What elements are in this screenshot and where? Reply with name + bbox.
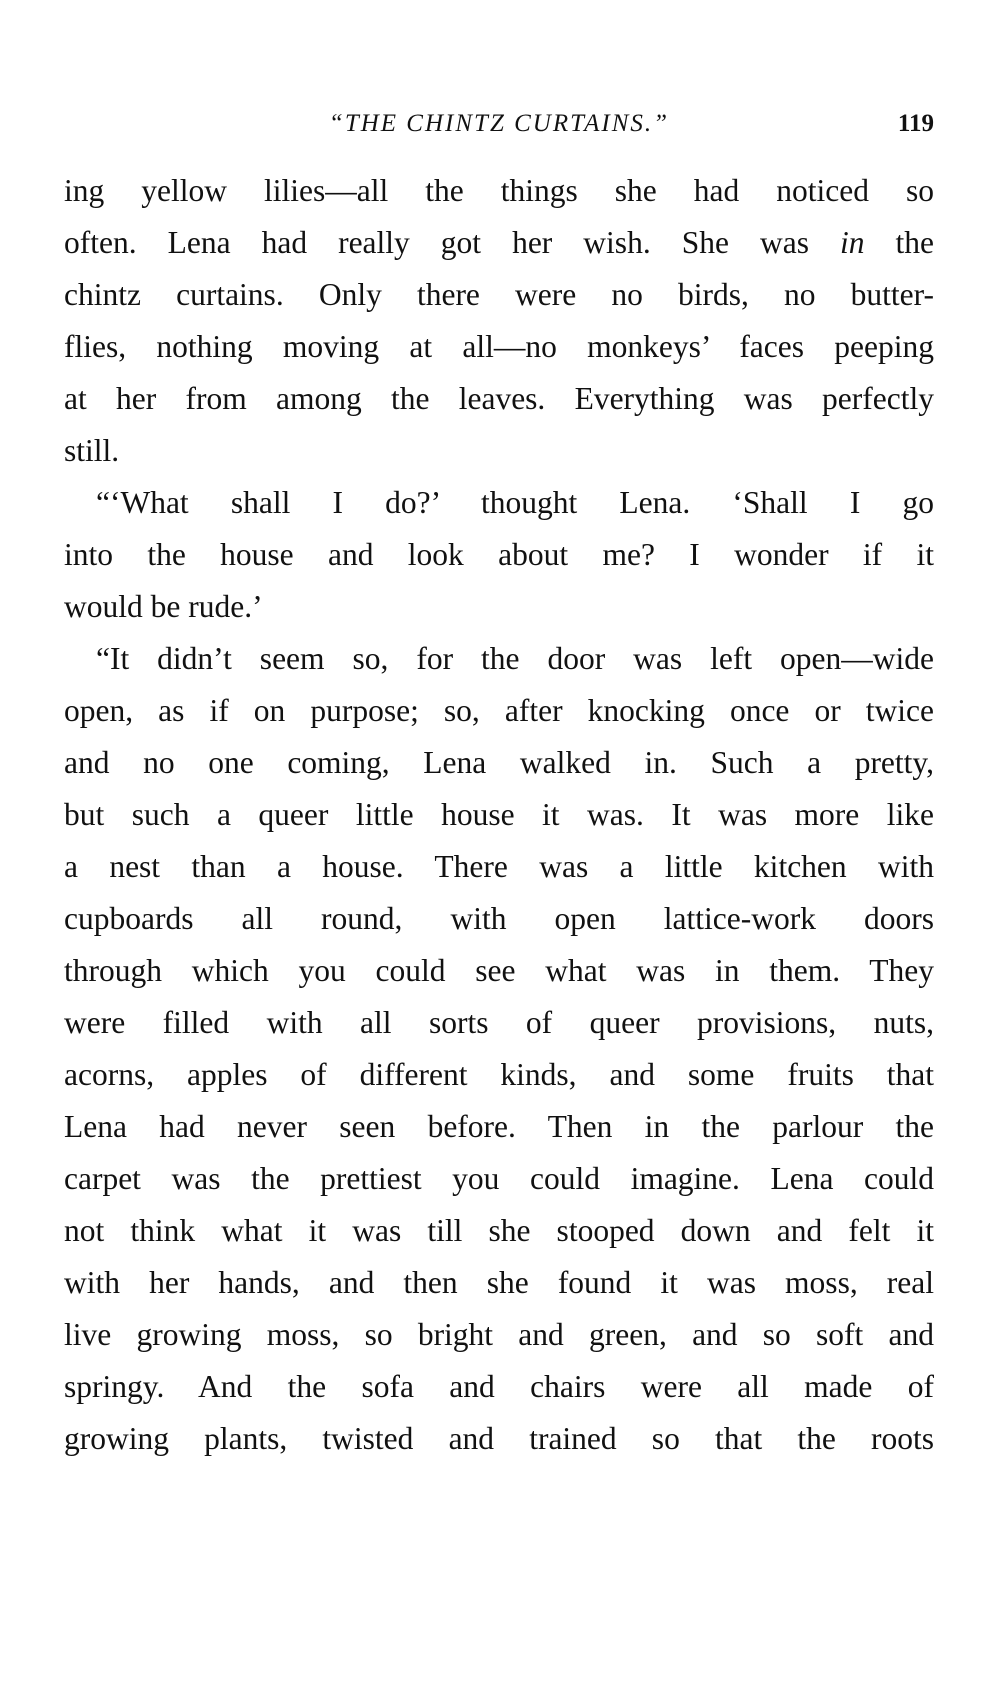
text-line: “‘What shall I do?’ thought Lena. ‘Shall I go (96, 485, 934, 520)
page-number: 119 (897, 110, 934, 137)
text-line: “It didn’t seem so, for the door was left open—wide (96, 641, 934, 676)
text-line: still. (64, 433, 120, 468)
emphasis-in: in (839, 225, 865, 260)
text-line (64, 217, 934, 269)
running-title: “THE CHINTZ CURTAINS.” (328, 110, 670, 137)
text-line: were filled with all sorts of queer provisions, nuts, (64, 1005, 934, 1040)
text-line: carpet was the prettiest you could imagine. Lena could (64, 1161, 934, 1196)
text-line: at her from among the leaves. Everything was perfectly (64, 381, 934, 416)
text-line: Lena had never seen before. Then in the parlour the (64, 1109, 934, 1144)
text-line-part: often. Lena had really got her wish. She was (64, 225, 840, 260)
text-line: growing plants, twisted and trained so that the roots (64, 1421, 934, 1456)
text-line: acorns, apples of different kinds, and some fruits that (64, 1057, 934, 1092)
text-line: but such a queer little house it was. It was more like (64, 797, 934, 832)
text-line: with her hands, and then she found it was moss, real (64, 1265, 934, 1300)
text-line: cupboards all round, with open lattice-work doors (64, 901, 934, 936)
text-line: chintz curtains. Only there were no birds, no butter- (64, 277, 934, 312)
text-line: would be rude.’ (64, 589, 263, 624)
body-text (64, 165, 934, 1465)
text-line: ing yellow lilies—all the things she had noticed so (64, 173, 934, 208)
text-line: and no one coming, Lena walked in. Such a pretty, (64, 745, 934, 780)
text-line-part: the (864, 225, 934, 260)
text-line: not think what it was till she stooped down and felt it (64, 1213, 934, 1248)
text-line: a nest than a house. There was a little kitchen with (64, 849, 934, 884)
text-line: through which you could see what was in them. They (64, 953, 934, 988)
text-line: live growing moss, so bright and green, and so soft and (64, 1317, 934, 1352)
running-head (64, 104, 934, 144)
text-line: into the house and look about me? I wonder if it (64, 537, 934, 572)
text-line: flies, nothing moving at all—no monkeys’ faces peeping (64, 329, 934, 364)
text-line: open, as if on purpose; so, after knocking once or twice (64, 693, 934, 728)
text-line: springy. And the sofa and chairs were all made of (64, 1369, 934, 1404)
